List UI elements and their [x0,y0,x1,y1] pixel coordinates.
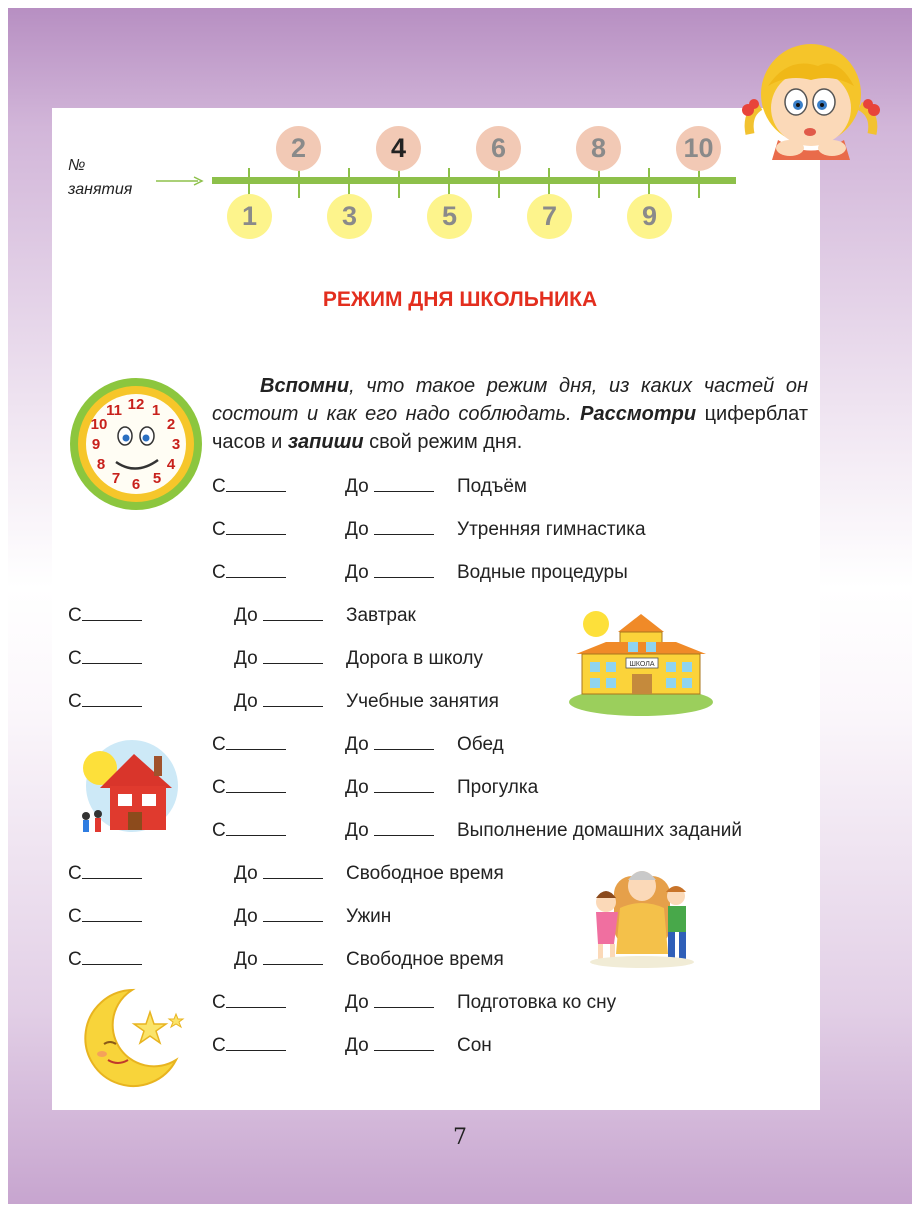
lesson-number-10: 10 [676,126,721,171]
to-field[interactable] [345,775,434,801]
lesson-number-5: 5 [427,194,472,239]
from-label: С [212,820,226,841]
to-label: До [234,691,258,712]
from-label: С [212,992,226,1013]
clock-number-2: 2 [166,416,176,433]
to-field[interactable] [234,646,323,672]
school-sign-text: ШКОЛА [629,661,655,668]
instruction-paragraph [212,372,808,456]
lesson-track-line [212,177,736,184]
activity-label: Учебные занятия [346,691,499,712]
from-label: С [68,605,82,626]
from-label: С [212,562,226,583]
activity-label: Сон [457,1035,492,1056]
to-field[interactable] [345,1033,434,1059]
to-label: До [345,777,369,798]
to-label: До [345,992,369,1013]
from-label: С [68,906,82,927]
from-field[interactable] [68,603,142,629]
lesson-number-3: 3 [327,194,372,239]
clock-number-7: 7 [111,470,121,487]
from-field[interactable] [212,732,286,758]
to-field[interactable] [234,904,323,930]
lesson-number-9: 9 [627,194,672,239]
from-field[interactable] [68,646,142,672]
to-field[interactable] [345,560,434,586]
clock-illustration [68,376,204,512]
from-field[interactable] [212,818,286,844]
clock-number-10: 10 [90,416,108,433]
from-label: С [68,648,82,669]
activity-label: Подъём [457,476,527,497]
from-label: С [68,949,82,970]
lesson-number-8: 8 [576,126,621,171]
activity-label: Свободное время [346,949,504,970]
from-field[interactable] [212,775,286,801]
clock-number-5: 5 [152,470,162,487]
instruction-text: циферблат часов и [212,403,808,453]
to-label: До [234,648,258,669]
to-label: До [234,863,258,884]
to-field[interactable] [345,818,434,844]
to-label: До [345,734,369,755]
girl-illustration [738,36,884,160]
clock-number-3: 3 [171,436,181,453]
to-label: До [234,605,258,626]
instruction-text: свой режим дня. [363,431,523,453]
to-field[interactable] [345,517,434,543]
house-illustration [70,736,180,836]
from-label: С [212,519,226,540]
to-label: До [345,1035,369,1056]
clock-number-12: 12 [127,396,145,413]
activity-label: Ужин [346,906,392,927]
from-label: С [68,863,82,884]
clock-number-4: 4 [166,456,176,473]
from-field[interactable] [68,861,142,887]
clock-number-6: 6 [131,476,141,493]
lesson-number-6: 6 [476,126,521,171]
keyword-examine: Рассмотри [580,403,697,425]
tick [598,168,600,198]
tick [298,168,300,198]
school-illustration [566,606,716,718]
from-field[interactable] [212,474,286,500]
from-field[interactable] [212,1033,286,1059]
to-label: До [345,476,369,497]
to-field[interactable] [345,474,434,500]
activity-label: Обед [457,734,504,755]
instruction-text: , что такое режим дня, из каких частей он состоит и как его надо соблюдать. [212,375,808,425]
tick [398,168,400,198]
page-number: 7 [453,1125,467,1150]
lesson-arrow [156,174,204,188]
family-illustration [584,858,700,972]
from-label: С [68,691,82,712]
to-field[interactable] [234,861,323,887]
to-field[interactable] [345,990,434,1016]
from-field[interactable] [212,560,286,586]
to-label: До [345,562,369,583]
from-field[interactable] [68,947,142,973]
clock-number-8: 8 [96,456,106,473]
from-label: С [212,1035,226,1056]
activity-label: Дорога в школу [346,648,484,669]
to-label: До [345,519,369,540]
activity-label: Водные процедуры [457,562,628,583]
activity-label: Свободное время [346,863,504,884]
to-field[interactable] [234,689,323,715]
activity-label: Утренняя гимнастика [457,519,646,540]
to-field[interactable] [234,947,323,973]
moon-illustration [80,986,190,1090]
tick [498,168,500,198]
activity-label: Выполнение домашних заданий [457,820,742,841]
tick [698,168,700,198]
from-label: С [212,476,226,497]
activity-label: Завтрак [346,605,416,626]
from-label: С [212,734,226,755]
page-title: РЕЖИМ ДНЯ ШКОЛЬНИКА [322,288,598,311]
from-field[interactable] [212,990,286,1016]
lesson-number-4-current: 4 [376,126,421,171]
lesson-number-label: № занятия [68,157,133,198]
activity-label: Подготовка ко сну [457,992,617,1013]
to-field[interactable] [234,603,323,629]
lesson-number-7: 7 [527,194,572,239]
lesson-number-1: 1 [227,194,272,239]
keyword-remember: Вспомни [260,375,350,397]
activity-label: Прогулка [457,777,539,798]
from-field[interactable] [212,517,286,543]
to-field[interactable] [345,732,434,758]
from-field[interactable] [68,904,142,930]
to-label: До [234,949,258,970]
from-label: С [212,777,226,798]
clock-number-1: 1 [151,402,161,419]
to-label: До [234,906,258,927]
from-field[interactable] [68,689,142,715]
keyword-write: запиши [287,431,364,453]
to-label: До [345,820,369,841]
lesson-number-2: 2 [276,126,321,171]
clock-number-11: 11 [106,402,122,419]
clock-number-9: 9 [91,436,101,453]
